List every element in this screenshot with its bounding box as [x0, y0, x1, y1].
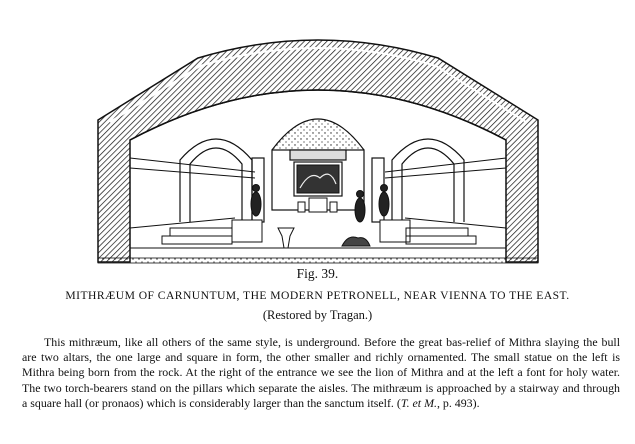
- body-main: This mithræum, like all others of the same style, is underground. Before the great bas-relief of Mithra slaying the bull are two altars, the one large and square in form, the other smaller and richly ornamented. The small statue on the left is Mithra being born from the rock. At the right of the entrance we see the lion of Mithra and at the left a font for holy water. The two torch-bearers stand on the pillars which separate the aisles. The mithræum is approached by a stairway and through a square hall (or pronaos) which is considerably larger than the sanctum itself. (: [22, 334, 620, 411]
- ground: [98, 248, 538, 263]
- font-and-lion: [278, 228, 370, 248]
- altars: [298, 198, 337, 212]
- stairs: [162, 228, 476, 244]
- body-paragraph: [22, 335, 620, 411]
- figure-title: MITHRÆUM OF CARNUNTUM, THE MODERN PETRONELL, NEAR VIENNA TO THE EAST.: [65, 289, 570, 302]
- citation-tail: , p. 493).: [436, 396, 480, 411]
- citation-italic: T. et M.: [400, 396, 437, 411]
- pedestals: [232, 220, 410, 242]
- figure-label: Fig. 39.: [296, 266, 339, 281]
- figure-subtitle: (Restored by Tragan.): [262, 308, 373, 322]
- bas-relief: [294, 162, 342, 196]
